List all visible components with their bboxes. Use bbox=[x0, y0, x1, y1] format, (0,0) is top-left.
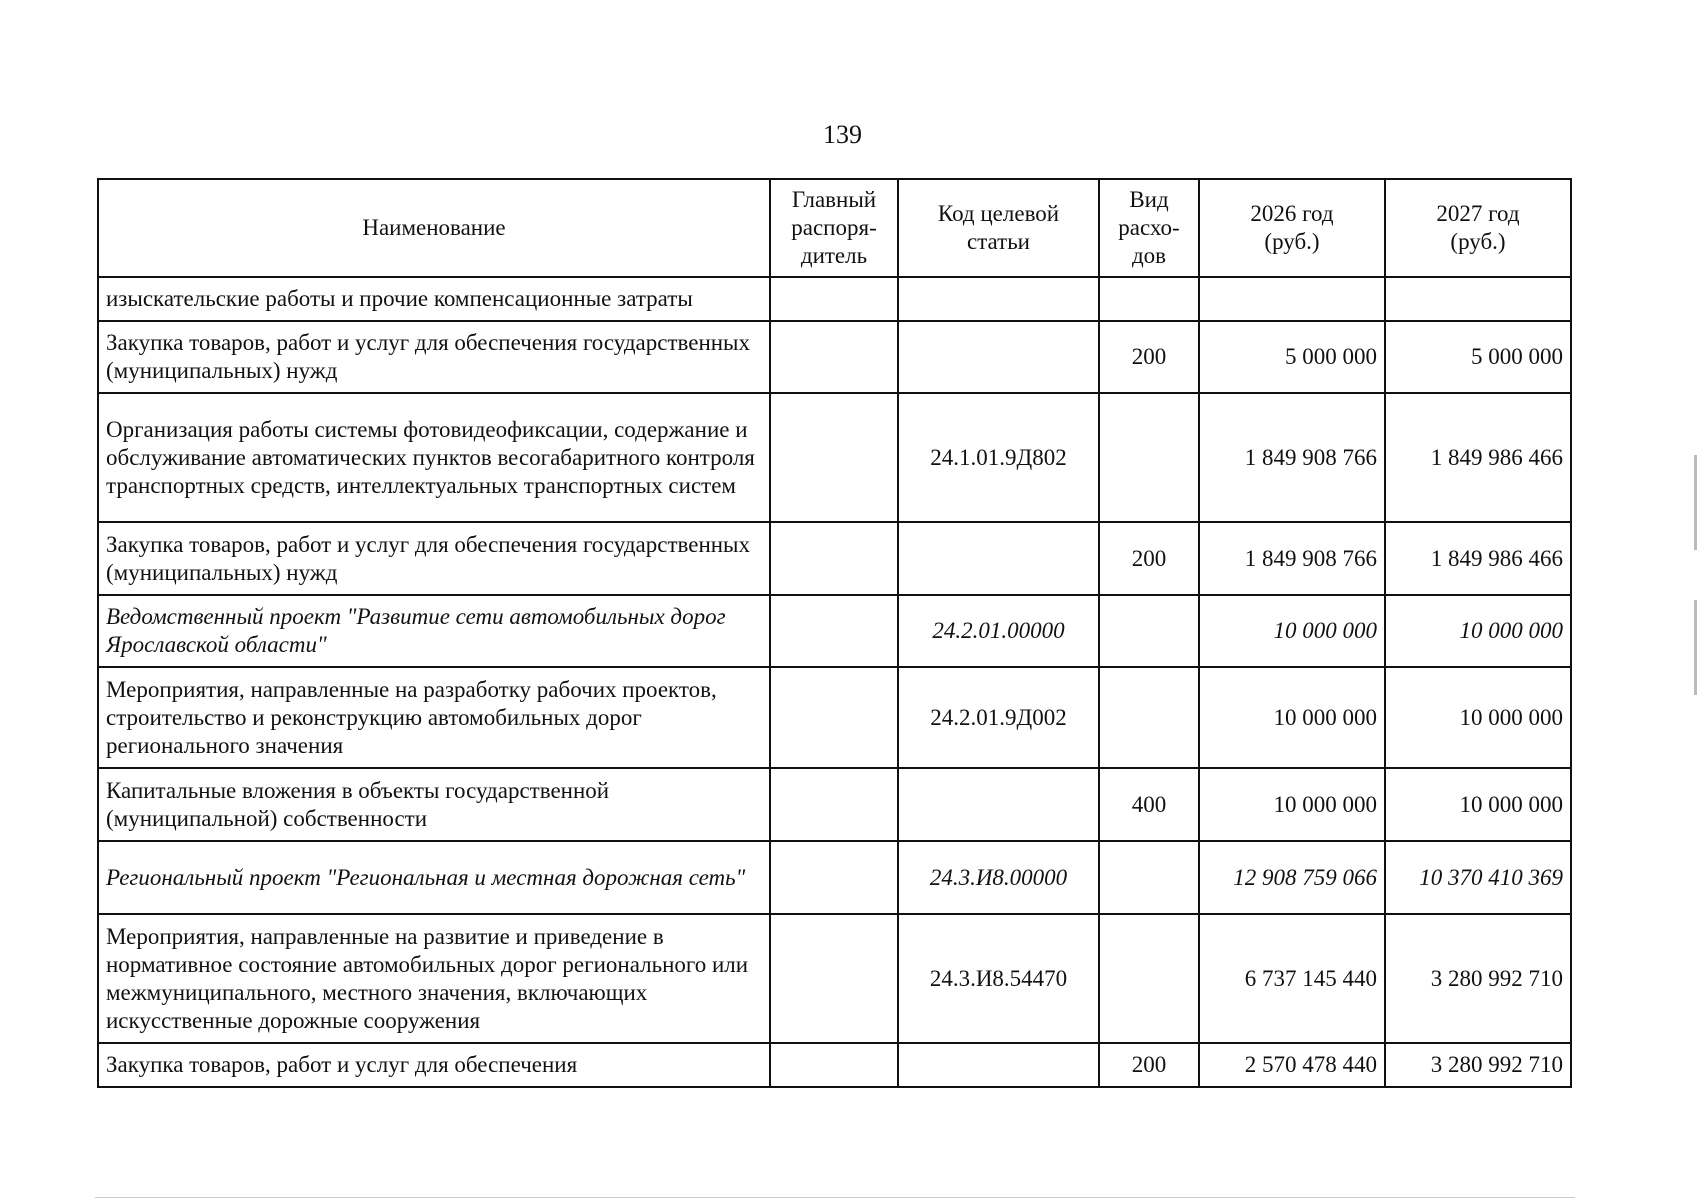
cell-2026: 12 908 759 066 bbox=[1199, 841, 1385, 914]
cell-name: Закупка товаров, работ и услуг для обеспечения bbox=[98, 1043, 770, 1087]
cell-2026: 10 000 000 bbox=[1199, 595, 1385, 667]
table-header-row bbox=[98, 179, 1571, 277]
table-row bbox=[98, 914, 1571, 1043]
cell-manager bbox=[770, 1043, 898, 1087]
table-row bbox=[98, 667, 1571, 768]
table-row bbox=[98, 393, 1571, 522]
cell-type bbox=[1099, 277, 1199, 321]
cell-manager bbox=[770, 595, 898, 667]
cell-manager bbox=[770, 768, 898, 841]
cell-code bbox=[898, 522, 1099, 595]
header-2027: 2027 год (руб.) bbox=[1385, 179, 1571, 277]
cell-2027: 10 370 410 369 bbox=[1385, 841, 1571, 914]
cell-2026: 1 849 908 766 bbox=[1199, 522, 1385, 595]
cell-2027: 10 000 000 bbox=[1385, 667, 1571, 768]
table-row bbox=[98, 277, 1571, 321]
header-2026: 2026 год (руб.) bbox=[1199, 179, 1385, 277]
cell-manager bbox=[770, 667, 898, 768]
cell-code: 24.1.01.9Д802 bbox=[898, 393, 1099, 522]
cell-code bbox=[898, 321, 1099, 393]
table-row bbox=[98, 522, 1571, 595]
cell-2026 bbox=[1199, 277, 1385, 321]
cell-2027: 3 280 992 710 bbox=[1385, 1043, 1571, 1087]
cell-name: Региональный проект "Региональная и местная дорожная сеть" bbox=[98, 841, 770, 914]
cell-type bbox=[1099, 841, 1199, 914]
cell-manager bbox=[770, 841, 898, 914]
cell-name: Мероприятия, направленные на развитие и приведение в нормативное состояние автомобильных дорог регионального или межмуниципального, местного значения, включающих искусственные дорожные сооружения bbox=[98, 914, 770, 1043]
table-row bbox=[98, 595, 1571, 667]
cell-manager bbox=[770, 321, 898, 393]
cell-2026: 6 737 145 440 bbox=[1199, 914, 1385, 1043]
cell-code: 24.2.01.9Д002 bbox=[898, 667, 1099, 768]
header-code: Код целевой статьи bbox=[898, 179, 1099, 277]
cell-name: Организация работы системы фотовидеофиксации, содержание и обслуживание автоматических пунктов весогабаритного контроля транспортных средств, интеллектуальных транспортных систем bbox=[98, 393, 770, 522]
cell-type: 200 bbox=[1099, 1043, 1199, 1087]
cell-2027: 5 000 000 bbox=[1385, 321, 1571, 393]
cell-manager bbox=[770, 393, 898, 522]
cell-2026: 2 570 478 440 bbox=[1199, 1043, 1385, 1087]
cell-code bbox=[898, 768, 1099, 841]
cell-2027 bbox=[1385, 277, 1571, 321]
cell-2026: 1 849 908 766 bbox=[1199, 393, 1385, 522]
cell-code bbox=[898, 277, 1099, 321]
cell-name: Мероприятия, направленные на разработку рабочих проектов, строительство и реконструкцию автомобильных дорог регионального значения bbox=[98, 667, 770, 768]
cell-name: Ведомственный проект "Развитие сети автомобильных дорог Ярославской области" bbox=[98, 595, 770, 667]
cell-code bbox=[898, 1043, 1099, 1087]
cell-name: изыскательские работы и прочие компенсационные затраты bbox=[98, 277, 770, 321]
budget-table bbox=[97, 178, 1572, 1088]
cell-code: 24.3.И8.54470 bbox=[898, 914, 1099, 1043]
table-row bbox=[98, 1043, 1571, 1087]
cell-2027: 1 849 986 466 bbox=[1385, 393, 1571, 522]
cell-manager bbox=[770, 522, 898, 595]
cell-type bbox=[1099, 667, 1199, 768]
cell-2027: 1 849 986 466 bbox=[1385, 522, 1571, 595]
cell-name: Закупка товаров, работ и услуг для обеспечения государственных (муниципальных) нужд bbox=[98, 321, 770, 393]
cell-2027: 3 280 992 710 bbox=[1385, 914, 1571, 1043]
cell-manager bbox=[770, 277, 898, 321]
cell-2026: 10 000 000 bbox=[1199, 768, 1385, 841]
cell-type bbox=[1099, 595, 1199, 667]
cell-2027: 10 000 000 bbox=[1385, 595, 1571, 667]
cell-2026: 5 000 000 bbox=[1199, 321, 1385, 393]
header-manager: Главный распоря- дитель bbox=[770, 179, 898, 277]
cell-type: 400 bbox=[1099, 768, 1199, 841]
header-name: Наименование bbox=[98, 179, 770, 277]
cell-code: 24.2.01.00000 bbox=[898, 595, 1099, 667]
table-row bbox=[98, 768, 1571, 841]
cell-code: 24.3.И8.00000 bbox=[898, 841, 1099, 914]
cell-name: Капитальные вложения в объекты государственной (муниципальной) собственности bbox=[98, 768, 770, 841]
cell-type: 200 bbox=[1099, 522, 1199, 595]
cell-type bbox=[1099, 393, 1199, 522]
cell-type: 200 bbox=[1099, 321, 1199, 393]
cell-name: Закупка товаров, работ и услуг для обеспечения государственных (муниципальных) нужд bbox=[98, 522, 770, 595]
cell-2026: 10 000 000 bbox=[1199, 667, 1385, 768]
header-type: Вид расхо- дов bbox=[1099, 179, 1199, 277]
cell-type bbox=[1099, 914, 1199, 1043]
page-number: 139 bbox=[823, 120, 862, 149]
cell-2027: 10 000 000 bbox=[1385, 768, 1571, 841]
table-row bbox=[98, 321, 1571, 393]
scan-bottom-line bbox=[95, 1197, 1575, 1198]
table-row bbox=[98, 841, 1571, 914]
cell-manager bbox=[770, 914, 898, 1043]
